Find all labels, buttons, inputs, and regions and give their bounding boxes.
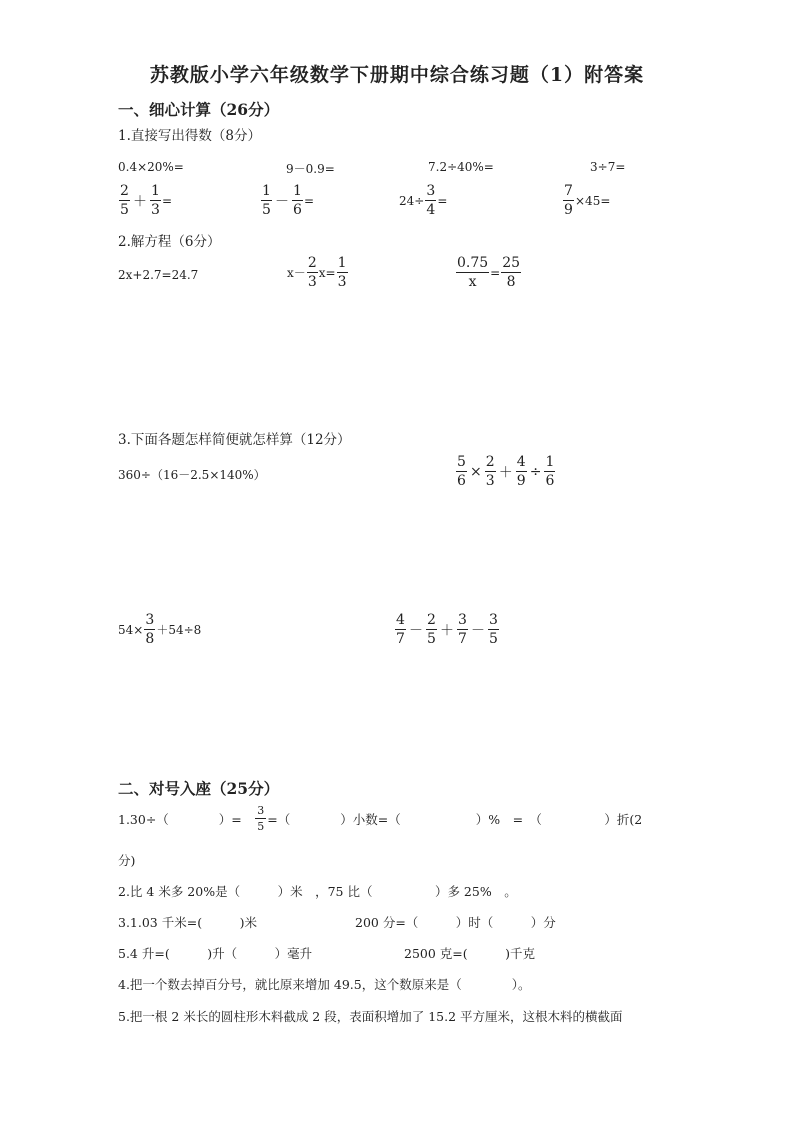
section-2-heading: 二、对号入座（25分） (118, 779, 280, 798)
equation-3: $\frac{0.75}{x}$ = $\frac{25}{8}$ (457, 255, 521, 290)
simplify-4: $\frac{4}{7}$ － $\frac{2}{5}$ ＋ $\frac{3}{7}$ － $\frac{3}{5}$ (396, 612, 498, 647)
fill-question-5: 4.把一个数去掉百分号，就比原来增加 49.5，这个数原来是（ ）。 (118, 977, 531, 992)
fill-question-4b: 2500 克=( )千克 (404, 946, 536, 961)
calc-item-3: 7.2÷40%= (428, 160, 494, 174)
calc-item-8: $\frac{7}{9}$ ×45= (564, 183, 611, 218)
fill-question-1-cont: 分) (118, 853, 136, 868)
question-3-label: 3.下面各题怎样简便就怎样算（12分） (118, 432, 351, 448)
question-2-label: 2.解方程（6分） (118, 234, 221, 250)
fill-question-3b: 200 分=（ ）时（ ）分 (355, 915, 556, 930)
calc-item-7: 24÷ $\frac{3}{4}$ = (399, 183, 448, 218)
fill-question-2: 2.比 4 米多 20%是（ ）米 ，75 比（ ）多 25% 。 (118, 884, 517, 899)
page-title: 苏教版小学六年级数学下册期中综合练习题（1）附答案 (149, 64, 645, 86)
question-1-label: 1.直接写出得数（8分） (118, 128, 261, 144)
simplify-2: $\frac{5}{6}$ × $\frac{2}{3}$ ＋ $\frac{4}{9}$ ÷ $\frac{1}{6}$ (457, 454, 555, 489)
calc-item-5: $\frac{2}{5}$ ＋ $\frac{1}{3}$ = (120, 183, 173, 218)
fill-question-3a: 3.1.03 千米=( )米 (118, 915, 257, 930)
fill-question-6: 5.把一根 2 米长的圆柱形木料截成 2 段，表面积增加了 15.2 平方厘米，这根木料的横截面 (118, 1009, 623, 1024)
equation-1: 2x+2.7=24.7 (118, 268, 199, 282)
calc-item-6: $\frac{1}{5}$ － $\frac{1}{6}$ = (262, 183, 315, 218)
calc-item-2: 9－0.9= (286, 162, 335, 176)
fill-question-4a: 5.4 升=( )升（ ）毫升 (118, 946, 313, 961)
calc-item-4: 3÷7= (590, 160, 626, 174)
calc-item-1: 0.4×20%= (118, 160, 184, 174)
simplify-1: 360÷（16－2.5×140%） (118, 468, 266, 482)
fill-question-1: 1.30÷（ ）= $\frac{3}{5}$ =（ ）小数=（ ）% = （ ）折(2 (118, 804, 643, 833)
section-1-heading: 一、细心计算（26分） (118, 100, 280, 119)
equation-2: x－ $\frac{2}{3}$ x= $\frac{1}{3}$ (287, 255, 347, 290)
simplify-3: 54× $\frac{3}{8}$ ＋54÷8 (118, 612, 202, 647)
